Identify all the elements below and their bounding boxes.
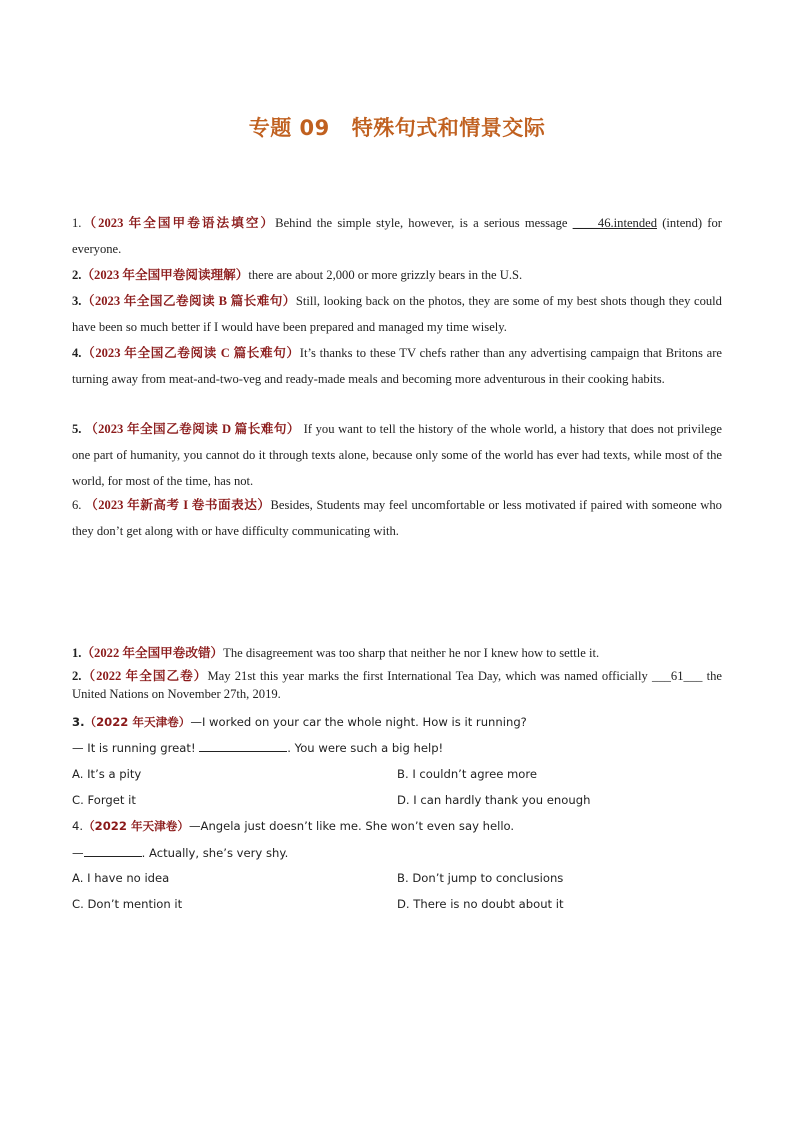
page-title bbox=[0, 112, 794, 142]
option-a: A. It’s a pity bbox=[72, 767, 142, 781]
question-2022-3-options-row-2 bbox=[72, 787, 722, 813]
question-2022-3-prompt: 3.（2022 年天津卷）—I worked on your car the whole night. How is it running? bbox=[72, 715, 527, 729]
answer-text: ____46.intended bbox=[572, 216, 658, 230]
option-b: B. I couldn’t agree more bbox=[397, 767, 538, 781]
answer-blank: ___61___ bbox=[652, 669, 703, 683]
question-source: （2022 年全国乙卷） bbox=[81, 669, 208, 683]
question-2023-3: 3.（2023 年全国乙卷阅读 B 篇长难句）Still, looking back on the photos, they are some of my best shots though they could have been so much better if I would have been prepared and managed my time wisely. bbox=[72, 294, 722, 334]
question-source: （2023 年全国甲卷阅读理解） bbox=[81, 268, 249, 282]
question-2022-4-options-row-1 bbox=[72, 865, 722, 891]
question-source: （2023 年全国甲卷语法填空） bbox=[81, 216, 276, 230]
option-c: C. Don’t mention it bbox=[72, 897, 183, 911]
question-source: （2023 年全国乙卷阅读 C 篇长难句） bbox=[81, 346, 300, 360]
question-source: （2023 年全国乙卷阅读 B 篇长难句） bbox=[81, 294, 296, 308]
question-2023-1: 1.（2023 年全国甲卷语法填空）Behind the simple style, however, is a serious message ____46.intended (intend) for everyone. bbox=[72, 216, 722, 256]
title-topic-number: 专题 09 bbox=[248, 116, 330, 140]
option-d: D. I can hardly thank you enough bbox=[397, 793, 591, 807]
question-source: （2023 年新高考 I 卷书面表达） bbox=[85, 498, 271, 512]
question-source: （2022 年全国甲卷改错） bbox=[81, 646, 224, 660]
option-d: D. There is no doubt about it bbox=[397, 897, 564, 911]
title-topic-name: 特殊句式和情景交际 bbox=[351, 116, 546, 140]
question-2022-4-prompt: 4.（2022 年天津卷）—Angela just doesn’t like me. She won’t even say hello. bbox=[72, 819, 515, 833]
question-2022-2: 2.（2022 年全国乙卷）May 21st this year marks the first International Tea Day, which was named officially ___61___ the United Nations on November 27th, 2019. bbox=[72, 669, 722, 701]
question-2023-6: 6. （2023 年新高考 I 卷书面表达）Besides, Students may feel uncomfortable or less motivated if paired with someone who they don’t get along with or have difficulty communicating with. bbox=[72, 498, 722, 538]
answer-blank bbox=[199, 738, 287, 752]
question-source: （2023 年全国乙卷阅读 D 篇长难句） bbox=[85, 422, 300, 436]
question-2022-4-reply: — . Actually, she’s very shy. bbox=[72, 840, 722, 866]
question-2022-1: 1.（2022 年全国甲卷改错）The disagreement was too sharp that neither he nor I knew how to settle it. bbox=[72, 646, 600, 660]
question-source: （2022 年天津卷） bbox=[83, 819, 189, 833]
question-2023-2: 2.（2023 年全国甲卷阅读理解）there are about 2,000 or more grizzly bears in the U.S. bbox=[72, 268, 523, 282]
question-2022-3-options-row-1 bbox=[72, 761, 722, 787]
question-2023-4: 4.（2023 年全国乙卷阅读 C 篇长难句）It’s thanks to these TV chefs rather than any advertising campaign that Britons are turning away from meat-and-two-veg and ready-made meals and becoming more adventurous in their cooking habits. bbox=[72, 346, 723, 386]
question-2022-4-options-row-2 bbox=[72, 891, 722, 917]
option-b: B. Don’t jump to conclusions bbox=[397, 871, 564, 885]
answer-blank bbox=[84, 843, 142, 857]
question-2022-3-reply: — It is running great! . You were such a big help! bbox=[72, 735, 722, 761]
question-2023-5: 5. （2023 年全国乙卷阅读 D 篇长难句） If you want to tell the history of the whole world, a history that does not privilege one part of humanity, you cannot do it through texts alone, because only some of the world has ever had texts, while most of the world, for most of the time, has not. bbox=[72, 422, 722, 488]
question-source: （2022 年天津卷） bbox=[84, 715, 191, 729]
option-a: A. I have no idea bbox=[72, 871, 170, 885]
option-c: C. Forget it bbox=[72, 793, 136, 807]
